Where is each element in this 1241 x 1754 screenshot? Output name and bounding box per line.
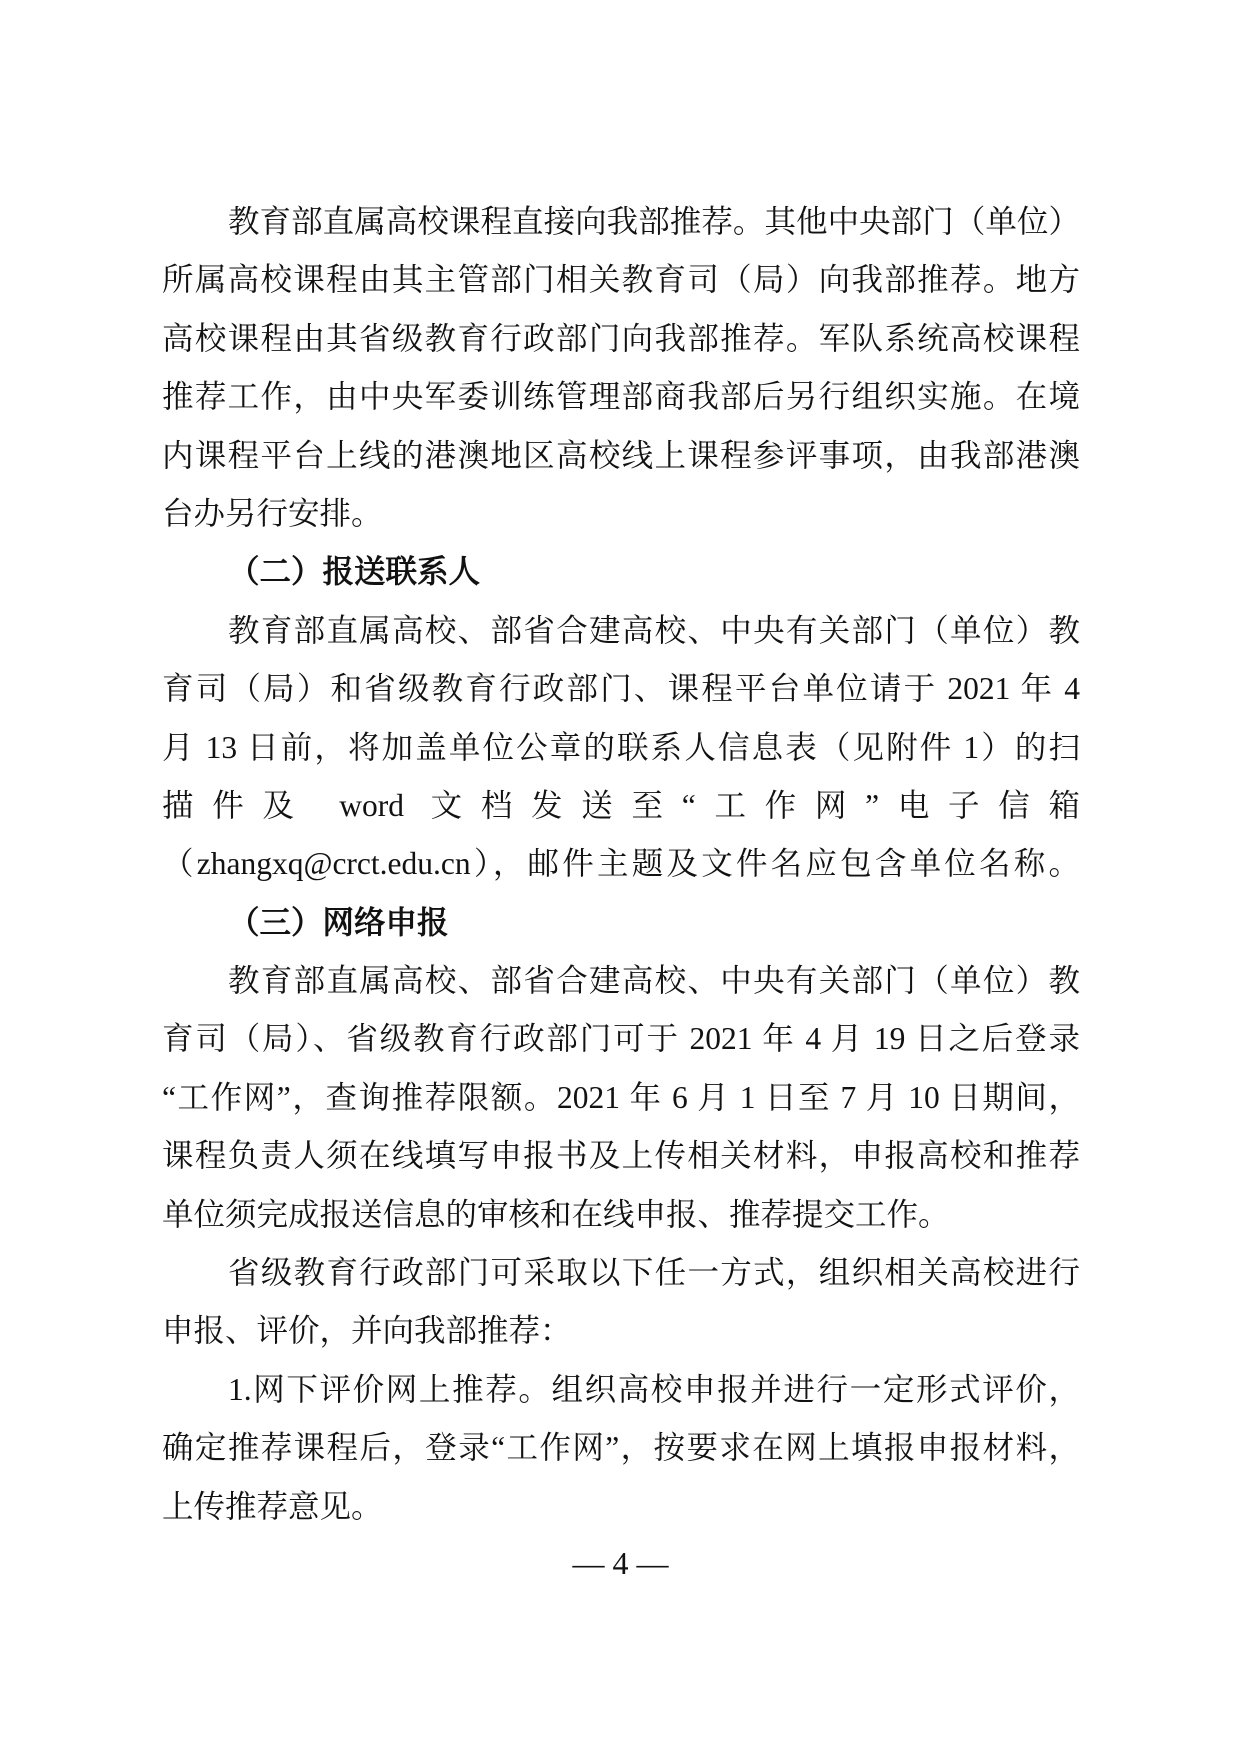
- document-body: [162, 193, 1080, 1536]
- section-heading: （二）报送联系人: [228, 554, 481, 590]
- text-line: 1.网下评价网上推荐。组织高校申报并进行一定形式评价，: [228, 1371, 1080, 1407]
- text-line: 描件及 word 文档发送至“工作网”电子信箱: [162, 787, 1080, 823]
- text-line: 高校课程由其省级教育行政部门向我部推荐。军队系统高校课程: [162, 320, 1080, 356]
- text-line: （zhangxq@crct.edu.cn），邮件主题及文件名应包含单位名称。: [162, 846, 1080, 882]
- text-line: 教育部直属高校、部省合建高校、中央有关部门（单位）教: [228, 963, 1080, 999]
- text-line: “工作网”，查询推荐限额。2021 年 6 月 1 日至 7 月 10 日期间，: [162, 1079, 1080, 1115]
- text-line: 上传推荐意见。: [162, 1488, 383, 1524]
- text-line: 所属高校课程由其主管部门相关教育司（局）向我部推荐。地方: [162, 262, 1080, 298]
- page-number: — 4 —: [572, 1545, 669, 1581]
- text-line: 台办另行安排。: [162, 495, 383, 531]
- text-line: 申报、评价，并向我部推荐：: [162, 1313, 572, 1349]
- text-line: 推荐工作，由中央军委训练管理部商我部后另行组织实施。在境: [162, 379, 1080, 415]
- text-line: 省级教育行政部门可采取以下任一方式，组织相关高校进行: [228, 1255, 1080, 1291]
- text-line: 内课程平台上线的港澳地区高校线上课程参评事项，由我部港澳: [162, 437, 1080, 473]
- text-line: 育司（局）和省级教育行政部门、课程平台单位请于 2021 年 4: [162, 671, 1080, 707]
- text-line: 单位须完成报送信息的审核和在线申报、推荐提交工作。: [162, 1196, 950, 1232]
- text-line: 育司（局）、省级教育行政部门可于 2021 年 4 月 19 日之后登录: [162, 1021, 1080, 1057]
- text-line: 确定推荐课程后，登录“工作网”，按要求在网上填报申报材料，: [162, 1430, 1080, 1466]
- text-line: 课程负责人须在线填写申报书及上传相关材料，申报高校和推荐: [162, 1138, 1080, 1174]
- section-heading: （三）网络申报: [228, 904, 449, 940]
- text-line: 月 13 日前，将加盖单位公章的联系人信息表（见附件 1）的扫: [162, 729, 1080, 765]
- text-line: 教育部直属高校、部省合建高校、中央有关部门（单位）教: [228, 612, 1080, 648]
- text-line: 教育部直属高校课程直接向我部推荐。其他中央部门（单位）: [228, 204, 1080, 239]
